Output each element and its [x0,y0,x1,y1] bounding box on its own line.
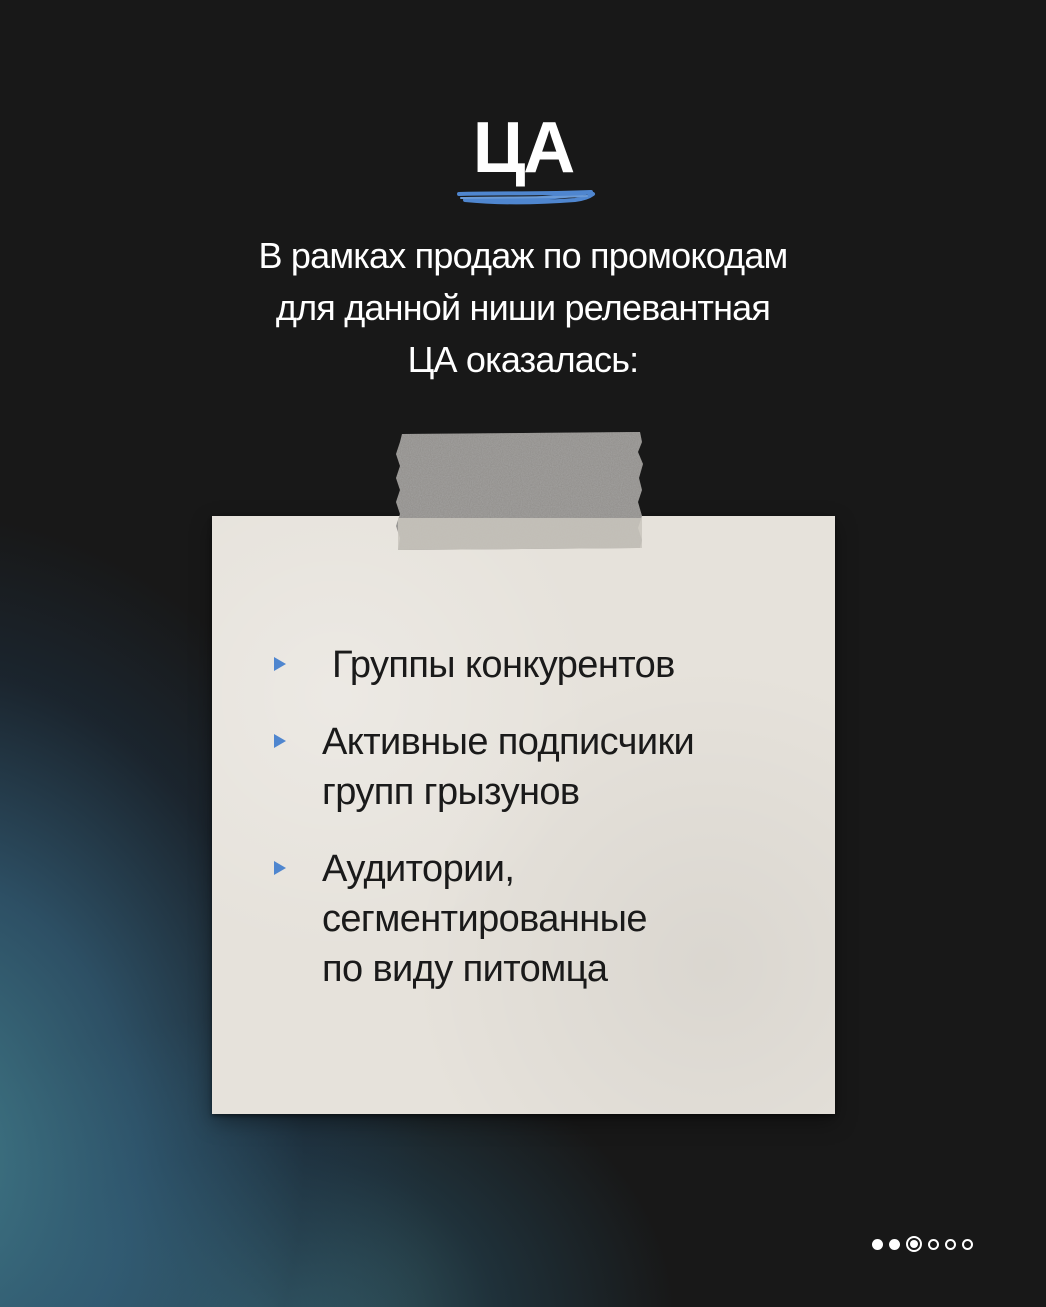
pager-dot[interactable] [928,1239,939,1250]
triangle-bullet-icon [274,657,286,671]
slide-pager [872,1236,973,1252]
list-item-line: групп грызунов [322,771,580,813]
pager-dot[interactable] [962,1239,973,1250]
list-item [270,844,810,994]
list-item-line: Аудитории, [322,848,515,890]
adhesive-tape-icon [396,432,644,550]
triangle-bullet-icon [274,734,286,748]
list-item [270,717,810,817]
pager-dot[interactable] [945,1239,956,1250]
squiggle-underline-icon [455,184,597,210]
list-item-line: по виду питомца [322,948,608,990]
list-item [270,640,810,690]
intro-line: ЦА оказалась: [407,339,639,380]
slide-title: ЦА [472,108,574,188]
intro-line: для данной ниши релевантная [275,287,771,328]
intro-text [150,230,896,386]
bullet-list [270,640,810,994]
pager-dot[interactable] [889,1239,900,1250]
triangle-bullet-icon [274,861,286,875]
intro-line: В рамках продаж по промокодам [258,235,788,276]
list-item-line: сегментированные [322,898,647,940]
pager-dot-active[interactable] [906,1236,922,1252]
list-item-line: Группы конкурентов [332,644,675,686]
pager-dot[interactable] [872,1239,883,1250]
list-item-line: Активные подписчики [322,721,695,763]
